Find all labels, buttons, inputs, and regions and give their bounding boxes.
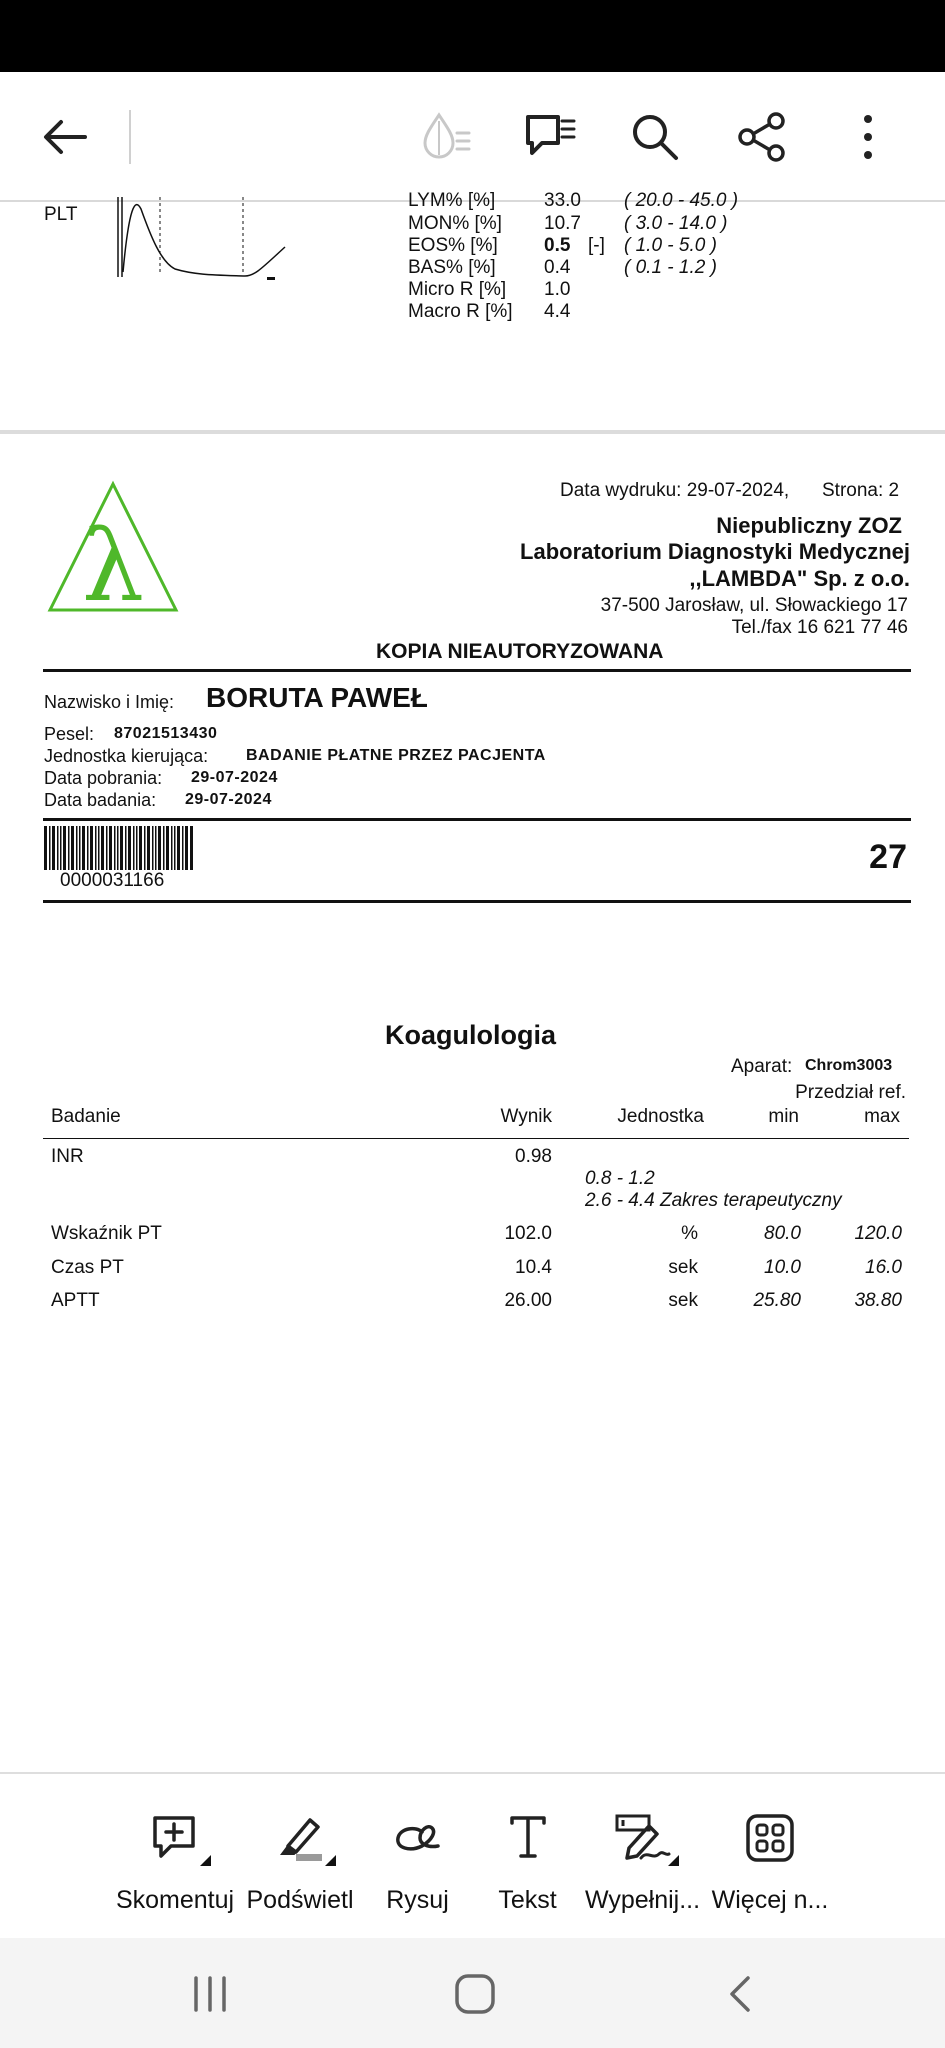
result-name: Czas PT — [51, 1257, 124, 1278]
recent-apps-icon[interactable] — [180, 1966, 240, 2022]
tool-label: Tekst — [498, 1886, 557, 1914]
comment-list-icon[interactable] — [515, 102, 585, 172]
inr-therapeutic-range: 2.6 - 4.4 Zakres terapeutyczny — [585, 1190, 842, 1211]
p1-row-range: ( 3.0 - 14.0 ) — [624, 213, 728, 234]
annotation-toolbar — [0, 1772, 945, 1938]
tool-more[interactable] — [705, 1774, 835, 1940]
p1-row-value: 33.0 — [544, 190, 581, 211]
result-max: 16.0 — [865, 1257, 902, 1278]
exam-date-label: Data badania: — [44, 790, 157, 810]
p1-row-value: 4.4 — [544, 301, 571, 322]
inr-value: 0.98 — [515, 1146, 552, 1167]
draw-icon — [386, 1810, 450, 1866]
lab-phone: Tel./fax 16 621 77 46 — [731, 617, 908, 638]
more-vertical-icon[interactable] — [833, 102, 903, 172]
comment-add-icon — [143, 1810, 207, 1866]
home-icon[interactable] — [445, 1966, 505, 2022]
exam-date-value: 29-07-2024 — [185, 791, 272, 808]
tool-label: Podświetl — [246, 1886, 354, 1914]
table-header-rule — [43, 1138, 909, 1139]
page-separator — [0, 430, 945, 434]
name-label: Nazwisko i Imię: — [44, 692, 175, 712]
document-view[interactable] — [0, 190, 945, 1772]
histogram-label: PLT — [44, 204, 78, 225]
unit-value: BADANIE PŁATNE PRZEZ PACJENTA — [246, 747, 546, 764]
col-min: min — [768, 1106, 799, 1127]
tool-label: Rysuj — [386, 1886, 449, 1914]
lab-line3: ,,LAMBDA" Sp. z o.o. — [689, 566, 910, 591]
p1-row-value: 0.5 — [544, 235, 571, 256]
col-test: Badanie — [51, 1106, 121, 1127]
result-unit: sek — [668, 1290, 698, 1311]
p1-row-range: ( 0.1 - 1.2 ) — [624, 257, 717, 278]
collection-date-label: Data pobrania: — [44, 768, 163, 788]
p1-row-name: Micro R [%] — [408, 279, 507, 300]
back-icon[interactable] — [710, 1966, 770, 2022]
p1-row-value: 0.4 — [544, 257, 571, 278]
tool-label: Skomentuj — [115, 1886, 235, 1914]
result-name: Wskaźnik PT — [51, 1223, 162, 1244]
p1-row-range: ( 20.0 - 45.0 ) — [624, 190, 739, 211]
p1-row-name: LYM% [%] — [408, 190, 496, 211]
back-arrow-icon[interactable] — [30, 102, 100, 172]
barcode — [44, 826, 194, 870]
plt-histogram — [115, 197, 295, 287]
tool-draw[interactable] — [370, 1774, 465, 1940]
app-bar-divider — [129, 110, 131, 164]
lab-line1: Niepubliczny ZOZ — [716, 513, 902, 538]
tool-label: Wypełnij... — [584, 1886, 701, 1914]
barcode-rule — [43, 900, 911, 903]
highlighter-icon — [268, 1810, 332, 1866]
search-icon[interactable] — [620, 102, 690, 172]
tool-label: Więcej n... — [711, 1886, 829, 1914]
unit-label: Jednostka kierująca: — [44, 746, 209, 766]
barcode-number: 0000031166 — [60, 870, 165, 891]
result-max: 38.80 — [854, 1290, 902, 1311]
p1-row-name: BAS% [%] — [408, 257, 496, 278]
result-max: 120.0 — [854, 1223, 902, 1244]
copy-notice: KOPIA NIEAUTORYZOWANA — [376, 640, 664, 663]
tool-fill-sign[interactable] — [580, 1774, 705, 1940]
p1-row-flag: [-] — [588, 235, 605, 256]
sample-number: 27 — [869, 838, 907, 876]
result-min: 10.0 — [764, 1257, 801, 1278]
lab-logo — [46, 480, 180, 624]
system-nav-bar — [0, 1938, 945, 2048]
section-title: Koagulologia — [385, 1020, 556, 1050]
patient-name: BORUTA PAWEŁ — [206, 682, 428, 713]
p1-row-value: 1.0 — [544, 279, 571, 300]
p1-row-name: EOS% [%] — [408, 235, 498, 256]
share-icon[interactable] — [727, 102, 797, 172]
more-tools-icon — [738, 1810, 802, 1866]
result-unit: sek — [668, 1257, 698, 1278]
inr-range: 0.8 - 1.2 — [585, 1168, 655, 1189]
ref-range-header: Przedział ref. — [795, 1082, 906, 1103]
result-name: APTT — [51, 1290, 100, 1311]
col-unit: Jednostka — [617, 1106, 704, 1127]
result-value: 10.4 — [515, 1257, 552, 1278]
app-bar — [0, 72, 945, 202]
result-value: 102.0 — [504, 1223, 552, 1244]
result-value: 26.00 — [504, 1290, 552, 1311]
pesel-value: 87021513430 — [114, 725, 218, 742]
result-min: 80.0 — [764, 1223, 801, 1244]
header-rule — [43, 669, 911, 672]
inr-name: INR — [51, 1146, 84, 1167]
col-result: Wynik — [500, 1106, 552, 1127]
result-min: 25.80 — [753, 1290, 801, 1311]
patient-rule — [43, 818, 911, 821]
tool-text[interactable] — [480, 1774, 575, 1940]
liquid-mode-icon[interactable] — [410, 102, 480, 172]
collection-date-value: 29-07-2024 — [191, 769, 278, 786]
p1-row-name: MON% [%] — [408, 213, 502, 234]
col-max: max — [864, 1106, 900, 1127]
status-bar — [0, 0, 945, 72]
apparatus-value: Chrom3003 — [805, 1057, 893, 1074]
lab-line2: Laboratorium Diagnostyki Medycznej — [520, 539, 910, 564]
lab-address: 37-500 Jarosław, ul. Słowackiego 17 — [600, 595, 908, 616]
tool-highlight[interactable] — [240, 1774, 360, 1940]
print-date: Data wydruku: 29-07-2024, — [560, 480, 790, 501]
page-number: Strona: 2 — [822, 480, 900, 501]
result-unit: % — [681, 1223, 698, 1244]
p1-row-value: 10.7 — [544, 213, 581, 234]
p1-row-name: Macro R [%] — [408, 301, 513, 322]
text-icon — [496, 1810, 560, 1866]
apparatus-label: Aparat: — [731, 1056, 793, 1077]
logo-lambda: λ — [81, 510, 145, 624]
tool-comment[interactable] — [110, 1774, 240, 1940]
p1-row-range: ( 1.0 - 5.0 ) — [624, 235, 717, 256]
pesel-label: Pesel: — [44, 724, 95, 744]
fill-sign-icon — [611, 1810, 675, 1866]
